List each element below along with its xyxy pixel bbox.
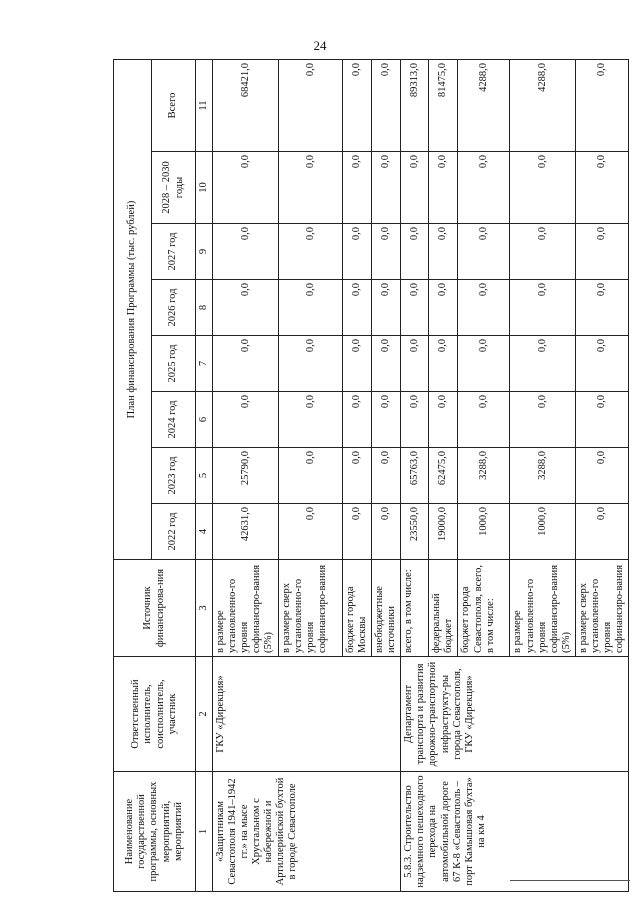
column-number: 1 — [196, 772, 213, 892]
value-cell: 0,0 — [575, 59, 628, 151]
column-number: 7 — [196, 336, 213, 392]
executor-cell: ГКУ «Дирекция» — [213, 657, 401, 772]
value-cell: 0,0 — [372, 392, 401, 448]
value-cell: 0,0 — [343, 504, 372, 560]
value-cell: 0,0 — [279, 336, 343, 392]
value-cell: 0,0 — [575, 336, 628, 392]
financing-table — [113, 59, 629, 892]
value-cell: 0,0 — [343, 224, 372, 280]
value-cell: 89313,0 — [401, 59, 429, 151]
value-cell: 0,0 — [343, 392, 372, 448]
value-cell: 0,0 — [575, 392, 628, 448]
header-name: Наименование государственной программы, основных мероприятий, мероприятий — [114, 772, 196, 892]
value-cell: 0,0 — [575, 224, 628, 280]
column-number: 6 — [196, 392, 213, 448]
header-total: Всего — [152, 59, 196, 151]
value-cell: 0,0 — [279, 280, 343, 336]
value-cell: 0,0 — [279, 448, 343, 504]
value-cell: 0,0 — [510, 336, 575, 392]
value-cell: 0,0 — [372, 504, 401, 560]
value-cell: 0,0 — [458, 392, 510, 448]
column-number: 11 — [196, 59, 213, 151]
value-cell: 0,0 — [401, 224, 429, 280]
value-cell: 0,0 — [429, 224, 458, 280]
value-cell: 0,0 — [575, 448, 628, 504]
value-cell: 0,0 — [343, 59, 372, 151]
header-source: Источник финансирова-ния — [114, 560, 196, 657]
value-cell: 0,0 — [429, 280, 458, 336]
footer-divider — [510, 880, 630, 881]
value-cell: 0,0 — [429, 392, 458, 448]
value-cell: 0,0 — [429, 336, 458, 392]
value-cell: 0,0 — [279, 392, 343, 448]
column-number: 5 — [196, 448, 213, 504]
source-cell: федеральный бюджет — [429, 560, 458, 657]
value-cell: 81475,0 — [429, 59, 458, 151]
value-cell: 25790,0 — [213, 448, 279, 504]
value-cell: 0,0 — [372, 152, 401, 224]
value-cell: 0,0 — [279, 152, 343, 224]
value-cell: 19000,0 — [429, 504, 458, 560]
header-year-2023: 2023 год — [152, 448, 196, 504]
value-cell: 0,0 — [458, 152, 510, 224]
value-cell: 1000,0 — [458, 504, 510, 560]
source-cell: в размере установленно-го уровня софинансиро-вания (5%) — [510, 560, 575, 657]
value-cell: 0,0 — [575, 280, 628, 336]
value-cell: 0,0 — [372, 280, 401, 336]
value-cell: 0,0 — [372, 336, 401, 392]
column-number: 4 — [196, 504, 213, 560]
value-cell: 0,0 — [279, 59, 343, 151]
value-cell: 3288,0 — [458, 448, 510, 504]
value-cell: 0,0 — [343, 152, 372, 224]
header-executor: Ответственный исполнитель, соисполнитель, участник — [114, 657, 196, 772]
value-cell: 4288,0 — [510, 59, 575, 151]
value-cell: 42631,0 — [213, 504, 279, 560]
column-number: 10 — [196, 152, 213, 224]
source-cell: в размере сверх установленно-го уровня софинансиро-вания — [279, 560, 343, 657]
value-cell: 0,0 — [343, 336, 372, 392]
value-cell: 62475,0 — [429, 448, 458, 504]
source-cell: бюджет города Москвы — [343, 560, 372, 657]
financing-table-sheet — [113, 60, 625, 892]
value-cell: 0,0 — [372, 59, 401, 151]
header-plan-title: План финансирования Программы (тыс. рублей) — [114, 59, 152, 559]
header-year-2022: 2022 год — [152, 504, 196, 560]
header-year-2025: 2025 год — [152, 336, 196, 392]
table-row — [401, 59, 429, 891]
value-cell: 1000,0 — [510, 504, 575, 560]
header-year-2026: 2026 год — [152, 280, 196, 336]
measure-name-cell: 5.8.3. Строительство надземного пешеходного перехода на автомобильной дороге 67 К-8 «Севастополь – порт Камышовая бухта» на км 4 — [401, 772, 629, 892]
value-cell: 0,0 — [458, 336, 510, 392]
value-cell: 4288,0 — [458, 59, 510, 151]
value-cell: 0,0 — [213, 280, 279, 336]
header-year-2024: 2024 год — [152, 392, 196, 448]
value-cell: 0,0 — [279, 504, 343, 560]
source-cell: бюджет города Севастополя, всего, в том числе: — [458, 560, 510, 657]
value-cell: 0,0 — [213, 336, 279, 392]
column-number: 8 — [196, 280, 213, 336]
value-cell: 65763,0 — [401, 448, 429, 504]
source-cell: внебюджетные источники — [372, 560, 401, 657]
value-cell: 0,0 — [458, 224, 510, 280]
value-cell: 68421,0 — [213, 59, 279, 151]
source-cell: всего, в том числе: — [401, 560, 429, 657]
value-cell: 0,0 — [343, 448, 372, 504]
value-cell: 0,0 — [213, 152, 279, 224]
value-cell: 0,0 — [401, 280, 429, 336]
value-cell: 23550,0 — [401, 504, 429, 560]
column-number: 9 — [196, 224, 213, 280]
value-cell: 0,0 — [401, 152, 429, 224]
value-cell: 0,0 — [213, 392, 279, 448]
value-cell: 0,0 — [213, 224, 279, 280]
value-cell: 0,0 — [401, 392, 429, 448]
value-cell: 0,0 — [510, 152, 575, 224]
column-number: 3 — [196, 560, 213, 657]
value-cell: 0,0 — [575, 152, 628, 224]
value-cell: 0,0 — [458, 280, 510, 336]
column-number: 2 — [196, 657, 213, 772]
table-row — [213, 59, 279, 891]
value-cell: 0,0 — [372, 224, 401, 280]
source-cell: в размере сверх установленно-го уровня софинансиро-вания — [575, 560, 628, 657]
source-cell: в размере установленно-го уровня софинансиро-вания (5%) — [213, 560, 279, 657]
value-cell: 3288,0 — [510, 448, 575, 504]
measure-name-cell: «Защитникам Севастополя 1941–1942 гг.» на мысе Хрустальном с набережной и Артиллерийской бухтой в городе Севастополе — [213, 772, 401, 892]
value-cell: 0,0 — [401, 336, 429, 392]
page-number: 24 — [313, 38, 327, 53]
executor-cell: Департамент транспорта и развития дорожно-транспортной инфраструкту-ры города Севастополя, ГКУ «Дирекция» — [401, 657, 629, 772]
value-cell: 0,0 — [343, 280, 372, 336]
header-year-2027: 2027 год — [152, 224, 196, 280]
value-cell: 0,0 — [575, 504, 628, 560]
value-cell: 0,0 — [429, 152, 458, 224]
value-cell: 0,0 — [510, 392, 575, 448]
value-cell: 0,0 — [279, 224, 343, 280]
header-year-2028-2030: 2028 – 2030 годы — [152, 152, 196, 224]
value-cell: 0,0 — [510, 280, 575, 336]
value-cell: 0,0 — [510, 224, 575, 280]
value-cell: 0,0 — [372, 448, 401, 504]
